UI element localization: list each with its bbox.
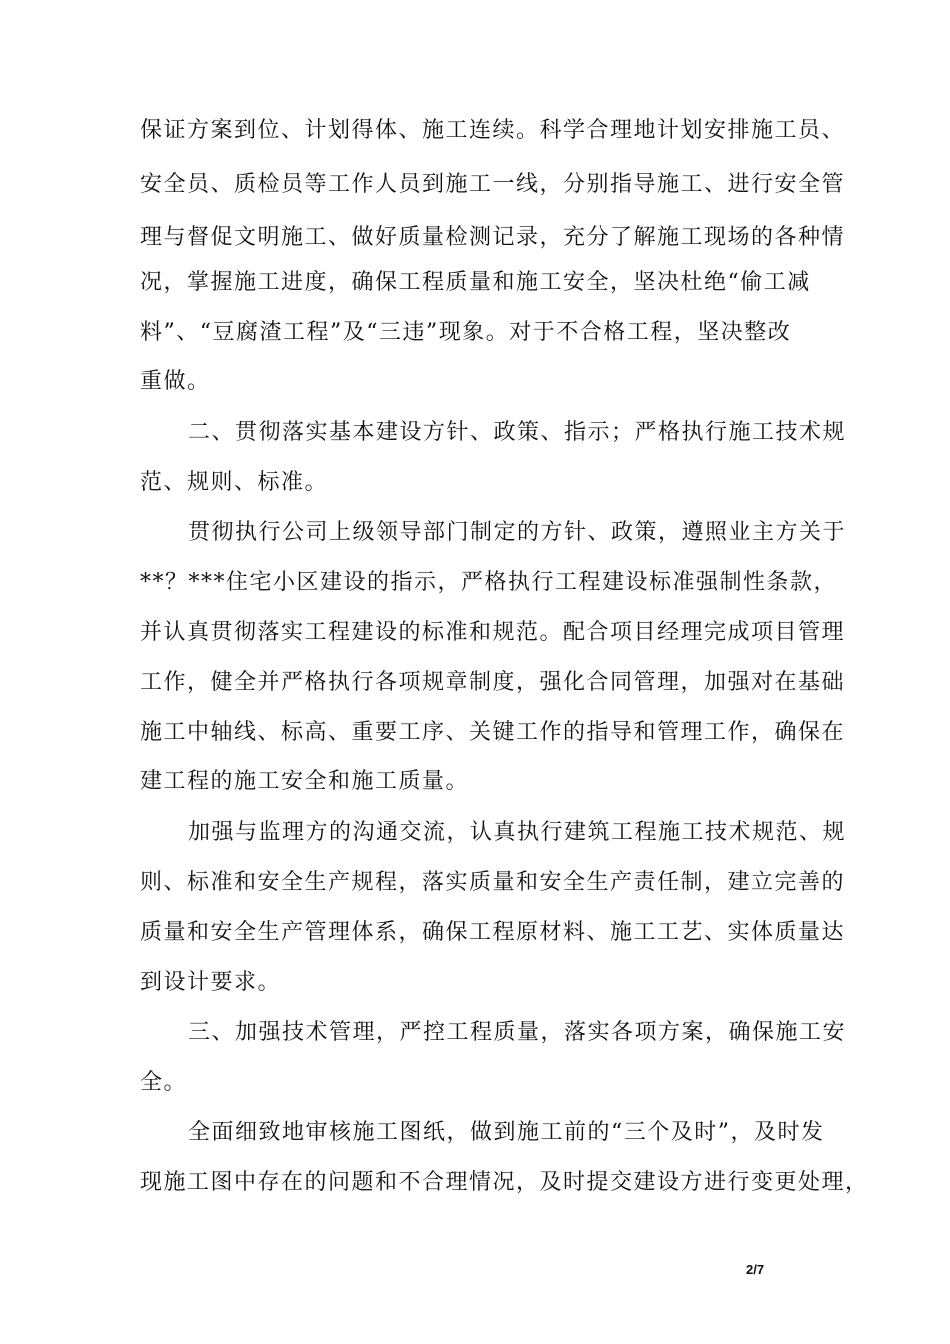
text-line: 则、标准和安全生产规程，落实质量和安全生产责任制，建立完善的 — [140, 870, 846, 895]
section-heading-line: 范、规则、标准。 — [140, 470, 329, 495]
text-line: 料”、“豆腐渣工程”及“三违”现象。对于不合格工程，坚决整改 — [140, 320, 792, 345]
section-heading-line: 全。 — [140, 1070, 188, 1095]
text-line: 全面细致地审核施工图纸，做到施工前的“三个及时”，及时发 — [188, 1120, 825, 1145]
section-heading-line: 三、加强技术管理，严控工程质量，落实各项方案，确保施工安 — [188, 1020, 847, 1045]
text-line: 施工中轴线、标高、重要工序、关键工作的指导和管理工作，确保在 — [140, 720, 846, 745]
page-number: 2/7 — [746, 1262, 765, 1277]
text-line: 重做。 — [140, 369, 211, 394]
text-line: **？***住宅小区建设的指示，严格执行工程建设标准强制性条款， — [140, 570, 838, 595]
text-line: 加强与监理方的沟通交流，认真执行建筑工程施工技术规范、规 — [188, 820, 847, 845]
text-line: 建工程的施工安全和施工质量。 — [140, 769, 470, 794]
text-line: 现施工图中存在的问题和不合理情况，及时提交建设方进行变更处理， — [140, 1170, 869, 1195]
text-line: 贯彻执行公司上级领导部门制定的方针、政策，遵照业主方关于 — [188, 520, 847, 545]
text-line: 并认真贯彻落实工程建设的标准和规范。配合项目经理完成项目管理 — [140, 620, 846, 645]
text-line: 到设计要求。 — [140, 970, 282, 995]
text-line: 理与督促文明施工、做好质量检测记录，充分了解施工现场的各种情 — [140, 225, 846, 250]
section-heading-line: 二、贯彻落实基本建设方针、政策、指示；严格执行施工技术规 — [188, 420, 847, 445]
text-line: 况，掌握施工进度，确保工程质量和施工安全，坚决杜绝“偷工减 — [140, 270, 811, 295]
text-line: 保证方案到位、计划得体、施工连续。科学合理地计划安排施工员、 — [140, 118, 846, 143]
text-line: 安全员、质检员等工作人员到施工一线，分别指导施工、进行安全管 — [140, 172, 846, 197]
text-line: 质量和安全生产管理体系，确保工程原材料、施工工艺、实体质量达 — [140, 920, 846, 945]
text-line: 工作，健全并严格执行各项规章制度，强化合同管理，加强对在基础 — [140, 670, 846, 695]
